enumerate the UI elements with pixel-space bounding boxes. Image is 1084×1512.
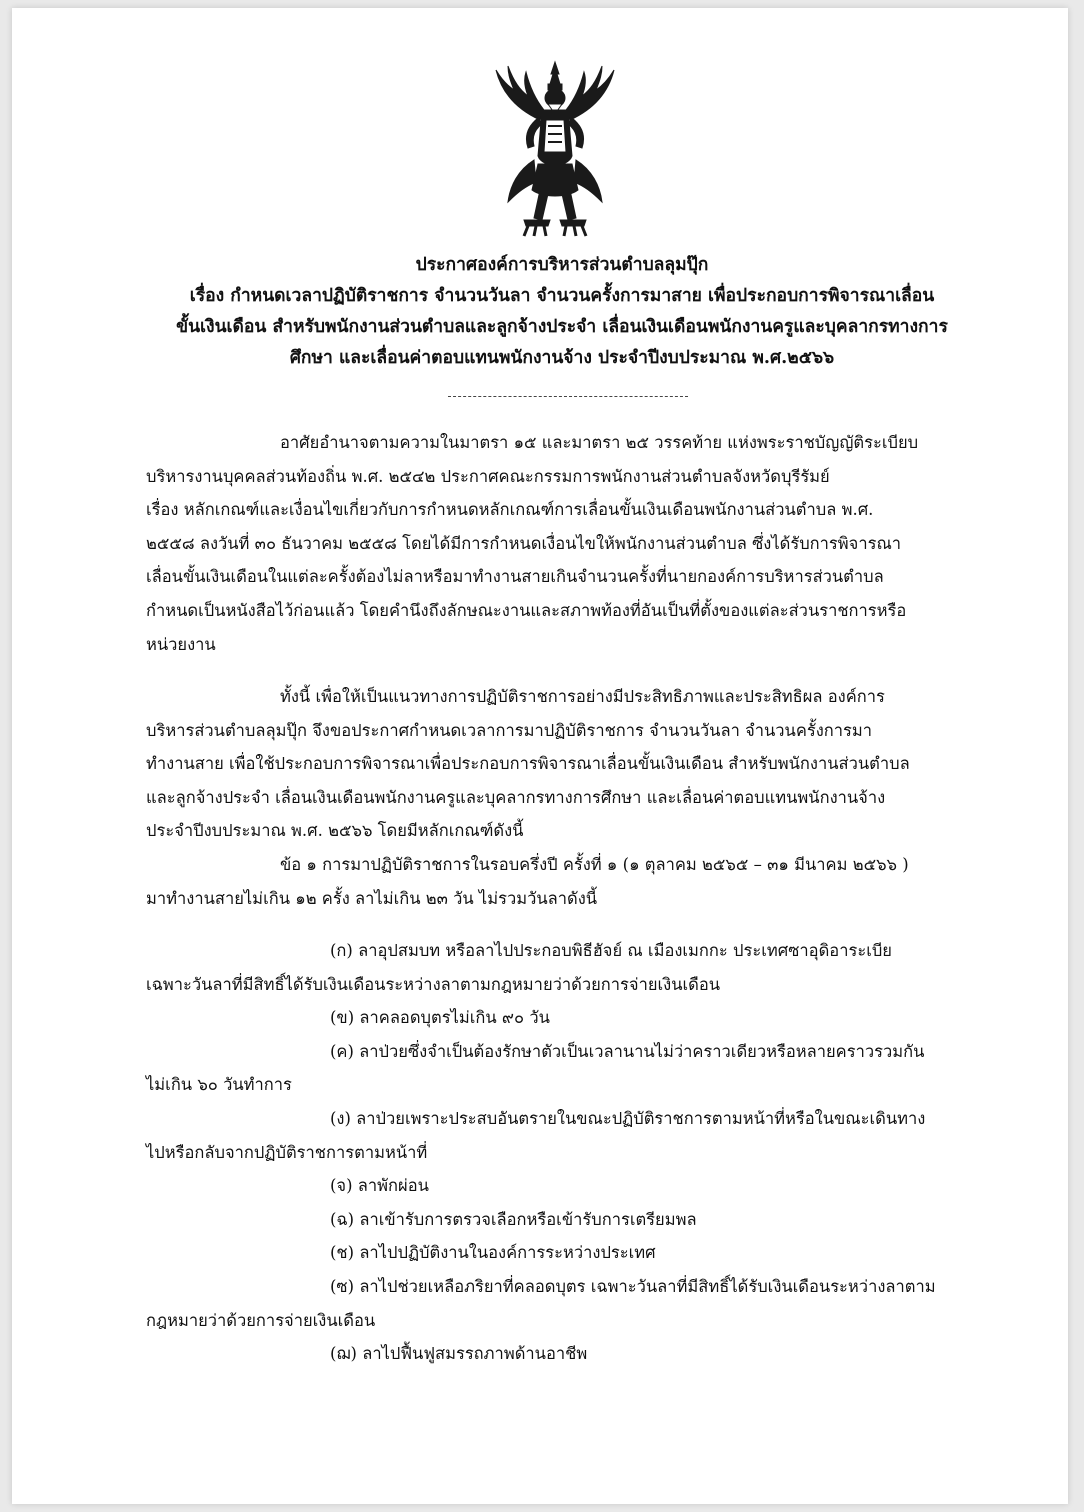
paragraph-line: ทั้งนี้ เพื่อให้เป็นแนวทางการปฏิบัติราชการอย่างมีประสิทธิภาพและประสิทธิผล องค์การ — [280, 687, 885, 706]
list-item-continued: เฉพาะวันลาที่มีสิทธิ์ได้รับเงินเดือนระหว่างลาตามกฎหมายว่าด้วยการจ่ายเงินเดือน — [146, 974, 721, 994]
list-item-continued: กฎหมายว่าด้วยการจ่ายเงินเดือน — [146, 1310, 376, 1330]
subject-line-1: เรื่อง กำหนดเวลาปฏิบัติราชการ จำนวนวันลา จำนวนครั้งการมาสาย เพื่อประกอบการพิจารณาเลื่อน — [189, 286, 935, 306]
dashed-divider — [448, 396, 688, 397]
paragraph-line: บริหารงานบุคคลส่วนท้องถิ่น พ.ศ. ๒๕๔๒ ประกาศคณะกรรมการพนักงานส่วนตำบลจังหวัดบุรีรัมย์ — [146, 466, 830, 486]
garuda-emblem-icon — [488, 60, 622, 238]
paragraph-line: หน่วยงาน — [146, 634, 216, 654]
paragraph-line: เรื่อง หลักเกณฑ์และเงื่อนไขเกี่ยวกับการกำหนดหลักเกณฑ์การเลื่อนขั้นเงินเดือนพนักงานส่วนตำบล พ.ศ. — [146, 500, 874, 520]
announcement-title: ประกาศองค์การบริหารส่วนตำบลลุมปุ๊ก — [415, 255, 709, 275]
paragraph-purpose — [146, 680, 994, 848]
list-item-continued: ไม่เกิน ๖๐ วันทำการ — [146, 1075, 292, 1095]
clause-line: มาทำงานสายไม่เกิน ๑๒ ครั้ง ลาไม่เกิน ๒๓ วัน ไม่รวมวันลาดังนี้ — [146, 888, 598, 908]
announcement-heading — [132, 250, 992, 374]
list-item: (ฌ) ลาไปฟื้นฟูสมรรถภาพด้านอาชีพ — [330, 1344, 588, 1364]
subject-line-3: ศึกษา และเลื่อนค่าตอบแทนพนักงานจ้าง ประจำปีงบประมาณ พ.ศ.๒๕๖๖ — [289, 348, 835, 368]
list-item: (ก) ลาอุปสมบท หรือลาไปประกอบพิธีฮัจย์ ณ เมืองเมกกะ ประเทศซาอุดิอาระเบีย — [330, 941, 892, 960]
leave-exemption-list — [146, 934, 994, 1371]
list-item: (ฉ) ลาเข้ารับการตรวจเลือกหรือเข้ารับการเตรียมพล — [330, 1209, 697, 1229]
document-page — [12, 8, 1068, 1504]
paragraph-authority — [146, 426, 994, 661]
list-item: (ค) ลาป่วยซึ่งจำเป็นต้องรักษาตัวเป็นเวลานานไม่ว่าคราวเดียวหรือหลายคราวรวมกัน — [330, 1041, 925, 1061]
paragraph-line: เลื่อนขั้นเงินเดือนในแต่ละครั้งต้องไม่ลาหรือมาทำงานสายเกินจำนวนครั้งที่นายกองค์การบริหารส่วนตำบล — [146, 567, 884, 587]
subject-line-2: ขั้นเงินเดือน สำหรับพนักงานส่วนตำบลและลูกจ้างประจำ เลื่อนเงินเดือนพนักงานครูและบุคลากรทางการ — [176, 317, 948, 337]
clause-1 — [146, 848, 994, 915]
clause-line: ข้อ ๑ การมาปฏิบัติราชการในรอบครึ่งปี ครั้งที่ ๑ (๑ ตุลาคม ๒๕๖๕ – ๓๑ มีนาคม ๒๕๖๖ ) — [280, 855, 909, 874]
paragraph-line: ทำงานสาย เพื่อใช้ประกอบการพิจารณาเพื่อประกอบการพิจารณาเลื่อนขั้นเงินเดือน สำหรับพนักงานส่วนตำบล — [146, 754, 910, 774]
paragraph-line: และลูกจ้างประจำ เลื่อนเงินเดือนพนักงานครูและบุคลากรทางการศึกษา และเลื่อนค่าตอบแทนพนักงานจ้าง — [146, 787, 886, 807]
list-item: (ง) ลาป่วยเพราะประสบอันตรายในขณะปฏิบัติราชการตามหน้าที่หรือในขณะเดินทาง — [330, 1108, 926, 1128]
list-item: (ข) ลาคลอดบุตรไม่เกิน ๙๐ วัน — [330, 1008, 550, 1028]
paragraph-line: ประจำปีงบประมาณ พ.ศ. ๒๕๖๖ โดยมีหลักเกณฑ์ดังนี้ — [146, 821, 524, 841]
list-item: (ช) ลาไปปฏิบัติงานในองค์การระหว่างประเทศ — [330, 1243, 656, 1263]
paragraph-line: กำหนดเป็นหนังสือไว้ก่อนแล้ว โดยคำนึงถึงลักษณะงานและสภาพท้องที่อันเป็นที่ตั้งของแต่ละส่วนราชการหรือ — [146, 600, 907, 620]
paragraph-line: อาศัยอำนาจตามความในมาตรา ๑๕ และมาตรา ๒๕ วรรคท้าย แห่งพระราชบัญญัติระเบียบ — [280, 433, 919, 452]
list-item: (ซ) ลาไปช่วยเหลือภริยาที่คลอดบุตร เฉพาะวันลาที่มีสิทธิ์ได้รับเงินเดือนระหว่างลาตาม — [330, 1276, 936, 1296]
paragraph-line: บริหารส่วนตำบลลุมปุ๊ก จึงขอประกาศกำหนดเวลาการมาปฏิบัติราชการ จำนวนวันลา จำนวนครั้งการมา — [146, 720, 873, 740]
list-item: (จ) ลาพักผ่อน — [330, 1176, 429, 1196]
paragraph-line: ๒๕๕๘ ลงวันที่ ๓๐ ธันวาคม ๒๕๕๘ โดยได้มีการกำหนดเงื่อนไขให้พนักงานส่วนตำบล ซึ่งได้รับการพิจารณา — [146, 533, 902, 553]
list-item-continued: ไปหรือกลับจากปฏิบัติราชการตามหน้าที่ — [146, 1142, 428, 1162]
